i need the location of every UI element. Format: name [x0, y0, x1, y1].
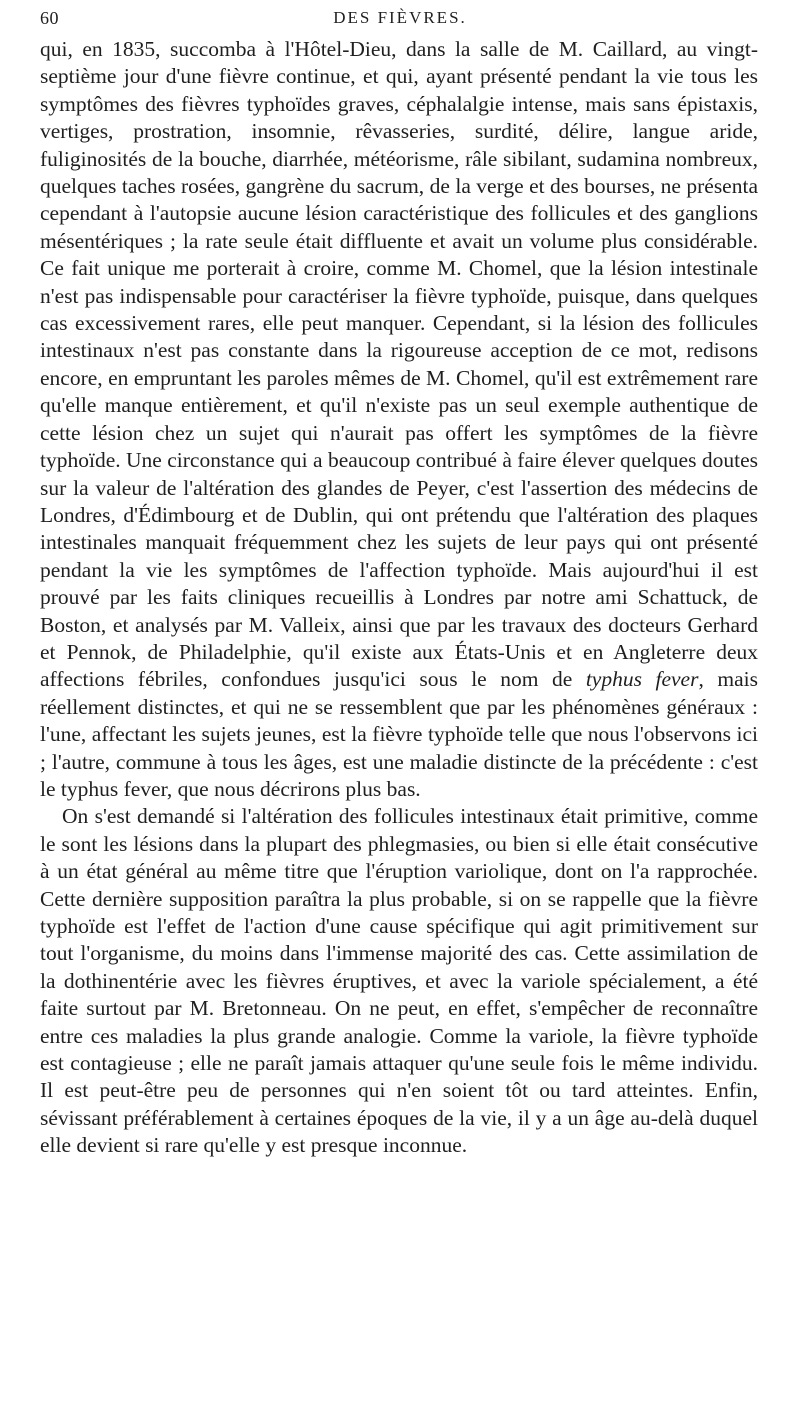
paragraph-2: [40, 803, 758, 1159]
page-number: 60: [40, 8, 59, 28]
body-text: [40, 36, 758, 1160]
italic-term: typhus fever: [585, 667, 699, 692]
page-header: [40, 8, 760, 32]
running-head: DES FIÈVRES.: [333, 8, 467, 27]
text-segment: On s'est demandé si l'altération des follicules intestinaux était primitive, comme le sont les lésions dans la plupart des phlegmasies, ou bien si elle était consécutive à un état général au même titre que l'éruption variolique, dont on l'a rapprochée. Cette dernière supposition paraîtra la plus probable, si on se rappelle que la fièvre typhoïde est l'effet de l'action d'une cause spécifique qui agit primitivement sur tout l'organisme, du moins dans l'immense majorité des cas. Cette assimilation de la dothinentérie avec les fièvres éruptives, et avec la variole spécialement, a été faite surtout par M. Bretonneau. On ne peut, en effet, s'empêcher de reconnaître entre ces maladies la plus grande analogie. Comme la variole, la fièvre typhoïde est contagieuse ; elle ne paraît jamais attaquer qu'une seule fois le même individu. Il est peut-être peu de personnes qui n'en soient tôt ou tard atteintes. Enfin, sévissant préférablement à certaines époques de la vie, il y a un âge au-delà duquel elle devient si rare qu'elle y est presque inconnue.: [40, 804, 758, 1158]
paragraph-1: [40, 36, 758, 803]
text-segment: , mais réellement distinctes, et qui ne se ressemblent que par les phénomènes généraux : l'une, affectant les sujets jeunes, est la fièvre typhoïde telle que nous l'observons ici ; l'autre, commune à tous les âges, est une maladie distincte de la précédente : c'est le typhus fever, que nous décrirons plus bas.: [40, 667, 758, 801]
text-segment: qui, en 1835, succomba à l'Hôtel-Dieu, dans la salle de M. Caillard, au vingt-septième jour d'une fièvre continue, et qui, ayant présenté pendant la vie tous les symptômes des fièvres typhoïdes graves, céphalalgie intense, mais sans épistaxis, vertiges, prostration, insomnie, rêvasseries, surdité, délire, langue aride, fuliginosités de la bouche, diarrhée, météorisme, râle sibilant, sudamina nombreux, quelques taches rosées, gangrène du sacrum, de la verge et des bourses, ne présenta cependant à l'autopsie aucune lésion caractéristique des follicules et des ganglions mésentériques ; la rate seule était diffluente et avait un volume plus considérable. Ce fait unique me porterait à croire, comme M. Chomel, que la lésion intestinale n'est pas indispensable pour caractériser la fièvre typhoïde, puisque, dans quelques cas excessivement rares, elle peut manquer. Cependant, si la lésion des follicules intestinaux n'est pas constante dans la rigoureuse acception de ce mot, redisons encore, en empruntant les paroles mêmes de M. Chomel, qu'il est extrêmement rare qu'elle manque entièrement, et qu'il n'existe pas un seul exemple authentique de cette lésion chez un sujet qui n'aurait pas offert les symptômes de la fièvre typhoïde. Une circonstance qui a beaucoup contribué à faire élever quelques doutes sur la valeur de l'altération des glandes de Peyer, c'est l'assertion des médecins de Londres, d'Édimbourg et de Dublin, qui ont prétendu que l'altération des plaques intestinales manquait fréquemment chez les sujets de leur pays qui ont présenté pendant la vie les symptômes de l'affection typhoïde. Mais aujourd'hui il est prouvé par les faits cliniques recueillis à Londres par notre ami Schattuck, de Boston, et analysés par M. Valleix, ainsi que par les travaux des docteurs Gerhard et Pennok, de Philadelphie, qu'il existe aux États-Unis et en Angleterre deux affections fébriles, confondues jusqu'ici sous le nom de: [40, 37, 758, 692]
